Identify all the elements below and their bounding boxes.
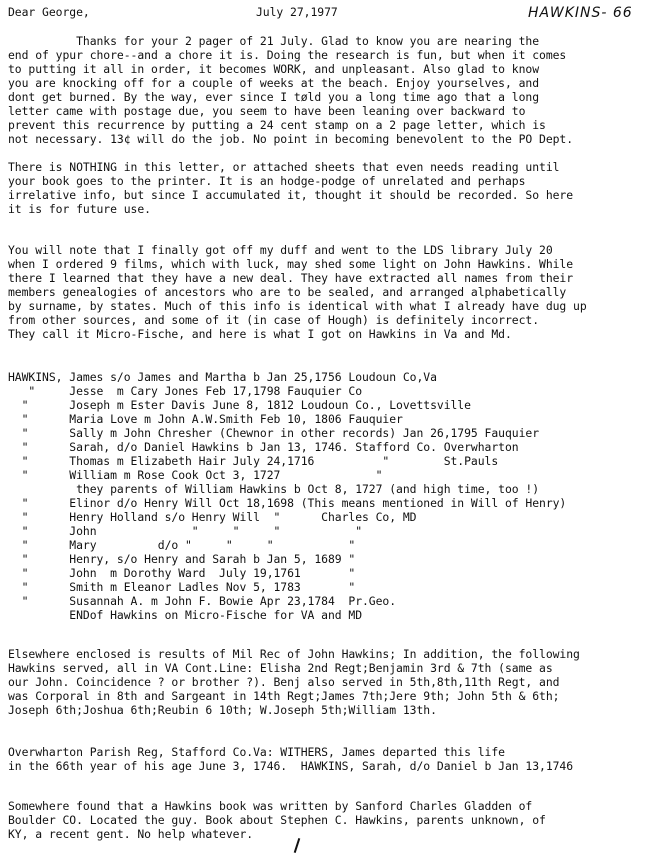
record-line: " Thomas m Elizabeth Hair July 24,1716 " St.Pauls [8,454,499,468]
record-line: " Susannah A. m John F. Bowie Apr 23,1784 Pr.Geo. [8,594,397,608]
record-line: " Joseph m Ester Davis June 8, 1812 Loudoun Co., Lovettsville [8,398,471,412]
para3-line: there I learned that they have a new deal. They have extracted all names from their [8,271,574,285]
para1-line: dont get burned. By the way, ever since I tøld you a long time ago that a long [8,90,540,104]
para1-line: end of ypur chore--and a chore it is. Doing the research is fun, but when it comes [8,48,567,62]
para3-line: from other sources, and some of it (in case of Hough) is definitely incorrect. [8,313,540,327]
record-line: HAWKINS, James s/o James and Martha b Jan 25,1756 Loudoun Co,Va [8,370,437,384]
para2-line: irrelative info, but since I accumulated it, thought it should be recorded. So here [8,188,574,202]
para3-line: members genealogies of ancestors who are to be sealed, and arranged alphabetically [8,285,567,299]
salutation: Dear George, [8,5,90,19]
para1-line: you are knocking off for a couple of weeks at the beach. Enjoy yourselves, and [8,76,540,90]
record-line: " Henry Holland s/o Henry Will " Charles Co, MD [8,510,417,524]
para2-line: your book goes to the printer. It is an hodge-podge of unrelated and perhaps [8,174,526,188]
para4-line: Hawkins served, all in VA Cont.Line: Elisha 2nd Regt;Benjamin 3rd & 7th (same as [8,661,553,675]
para1-line: to putting it all in order, it becomes WORK, and unpleasant. Also glad to know [8,62,540,76]
record-line: " Mary d/o " " " " [8,538,356,552]
record-line: " Smith m Eleanor Ladles Nov 5, 1783 " [8,580,356,594]
para3-line: You will note that I finally got off my duff and went to the LDS library July 20 [8,243,553,257]
para1-line: not necessary. 13¢ will do the job. No point in becoming benevolent to the PO Dept. [8,132,574,146]
para6-line: Somewhere found that a Hawkins book was written by Sanford Charles Gladden of [8,799,533,813]
letter-date: July 27,1977 [256,5,338,19]
record-line: " William m Rose Cook Oct 3, 1727 " [8,468,383,482]
record-line: " Jesse m Cary Jones Feb 17,1798 Fauquier Co [8,384,363,398]
para1-line: Thanks for your 2 pager of 21 July. Glad to know you are nearing the [8,34,540,48]
para5-line: Overwharton Parish Reg, Stafford Co.Va: WITHERS, James departed this life [8,745,505,759]
record-line: " John m Dorothy Ward July 19,1761 " [8,566,356,580]
record-line: they parents of William Hawkins b Oct 8, 1727 (and high time, too !) [8,482,540,496]
record-line: " Henry, s/o Henry and Sarah b Jan 5, 1689 " [8,552,356,566]
para1-line: letter came with postage due, you seem to have been leaning over backward to [8,104,526,118]
para4-line: our John. Coincidence ? or brother ?). Benj also served in 5th,8th,11th Regt, and [8,675,560,689]
record-line: " Sarah, d/o Daniel Hawkins b Jan 13, 1746. Stafford Co. Overwharton [8,440,519,454]
para2-line: There is NOTHING in this letter, or attached sheets that even needs reading until [8,160,560,174]
para1-line: prevent this recurrence by putting a 24 cent stamp on a 2 page letter, which is [8,118,546,132]
para4-line: Elsewhere enclosed is results of Mil Rec of John Hawkins; In addition, the following [8,647,580,661]
para3-line: by surname, by states. Much of this info is identical with what I already have dug up [8,299,587,313]
para2-line: it is for future use. [8,202,151,216]
record-line: " John " " " " [8,524,363,538]
para3-line: They call it Micro-Fische, and here is what I got on Hawkins in Va and Md. [8,327,512,341]
pen-mark [294,838,301,853]
record-line: " Elinor d/o Henry Will Oct 18,1698 (This means mentioned in Will of Henry) [8,496,567,510]
record-line: " Sally m John Chresher (Chewnor in other records) Jan 26,1795 Fauquier [8,426,540,440]
para4-line: was Corporal in 8th and Sargeant in 14th Regt;James 7th;Jere 9th; John 5th & 6th; [8,689,560,703]
para5-line: in the 66th year of his age June 3, 1746. HAWKINS, Sarah, d/o Daniel b Jan 13,1746 [8,759,574,773]
record-line: " Maria Love m John A.W.Smith Feb 10, 1806 Fauquier [8,412,403,426]
handwritten-annotation: HAWKINS- 66 [528,5,633,21]
para4-line: Joseph 6th;Joshua 6th;Reubin 6 10th; W.Joseph 5th;William 13th. [8,703,437,717]
para6-line: Boulder CO. Located the guy. Book about Stephen C. Hawkins, parents unknown, of [8,813,546,827]
record-line: ENDof Hawkins on Micro-Fische for VA and MD [8,608,363,622]
para3-line: when I ordered 9 films, which with luck, may shed some light on John Hawkins. While [8,257,574,271]
para6-line: KY, a recent gent. No help whatever. [8,827,254,841]
